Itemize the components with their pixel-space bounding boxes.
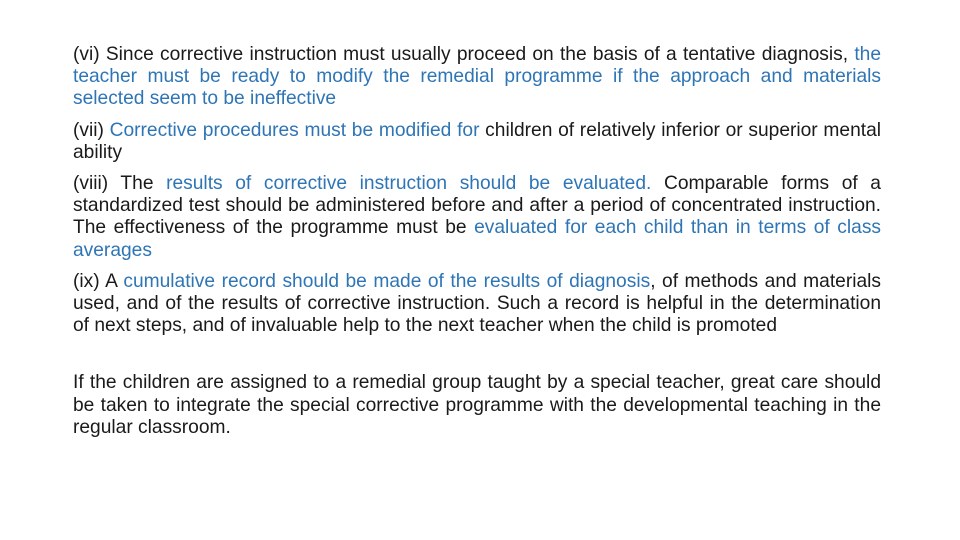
- point-vi: [73, 44, 881, 111]
- point-vii: [73, 120, 881, 164]
- point-highlight: Corrective procedures must be modified for: [109, 119, 480, 141]
- point-text: , of methods and materials used, and of the results of corrective instruction. Such a record is helpful in the determination of next steps, and of invaluable help to the next teacher when the child is promoted: [73, 270, 882, 337]
- point-text: (viii) The: [73, 173, 167, 195]
- point-highlight: results of corrective instruction should be evaluated.: [166, 173, 652, 195]
- slide-content: [73, 44, 881, 439]
- closing-paragraph: If the children are assigned to a remedial group taught by a special teacher, great care should be taken to integrate the special corrective programme with the developmental teaching in the regular classroom.: [73, 372, 881, 438]
- point-highlight: the teacher must be ready to modify the remedial programme if the approach and materials selected seem to be ineffective: [73, 44, 881, 110]
- point-text: (vi) Since corrective instruction must usually proceed on the basis of a tentative diagnosis,: [73, 44, 855, 65]
- point-text: (vii): [73, 119, 110, 141]
- point-viii: [73, 173, 881, 262]
- point-highlight: evaluated for each child than in terms of class averages: [73, 217, 882, 261]
- point-text: (ix) A: [73, 270, 124, 292]
- point-ix: [73, 271, 881, 338]
- point-highlight: cumulative record should be made of the results of diagnosis: [123, 270, 651, 292]
- point-text: Comparable forms of a standardized test should be administered before and after a period of concentrated instruction. The effectiveness of the programme must be: [73, 173, 881, 239]
- point-text: children of relatively inferior or superior mental ability: [73, 119, 882, 163]
